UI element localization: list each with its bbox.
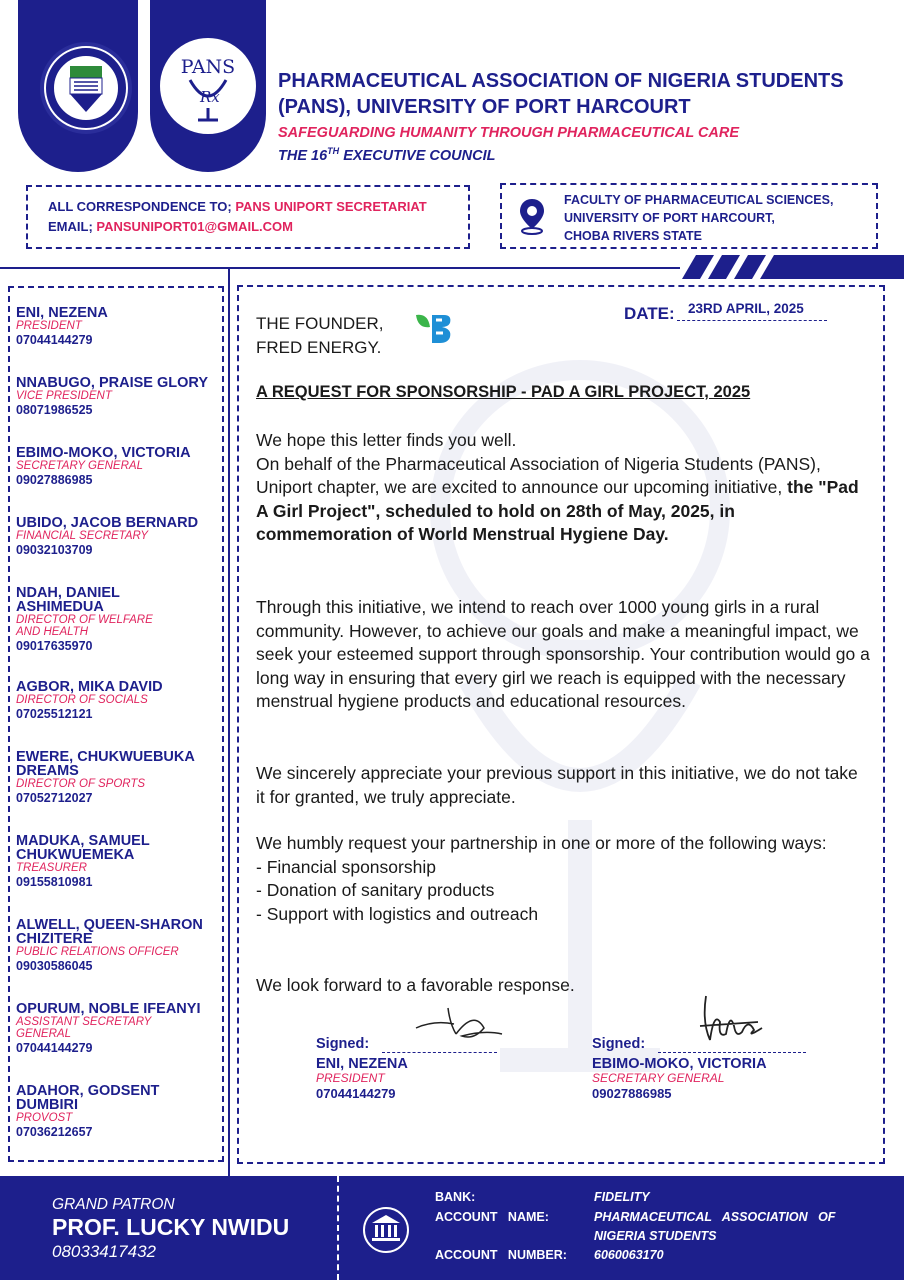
list-item: - Financial sponsorship	[256, 856, 436, 877]
grand-patron-label: GRAND PATRON	[52, 1196, 175, 1213]
executive-role: TREASURER	[16, 862, 87, 874]
addressee-line1: THE FOUNDER,	[256, 314, 384, 333]
executive-name: EWERE, CHUKWUEBUKA DREAMS	[16, 749, 195, 779]
executive-role: VICE PRESIDENT	[16, 390, 112, 402]
closing-line: We look forward to a favorable response.	[256, 975, 575, 995]
executive-entry	[16, 1084, 176, 1140]
date-underline	[677, 320, 827, 321]
executive-name: ENI, NEZENA	[16, 305, 108, 321]
grand-patron-phone: 08033417432	[52, 1242, 157, 1261]
org-title-line2: (PANS), UNIVERSITY OF PORT HARCOURT	[278, 96, 691, 118]
paragraph-intro	[256, 429, 871, 547]
rx-text: Rx	[200, 88, 220, 106]
signatory-phone: 07044144279	[316, 1086, 396, 1101]
executive-phone: 09155810981	[16, 875, 93, 889]
account-name-line2: NIGERIA STUDENTS	[594, 1229, 717, 1243]
date-label: DATE:	[624, 304, 675, 323]
signatory-role: SECRETARY GENERAL	[592, 1071, 725, 1085]
announcement-text	[256, 453, 871, 547]
correspondence-box	[26, 185, 470, 249]
executive-phone: 07052712027	[16, 791, 93, 805]
executive-name: NDAH, DANIEL ASHIMEDUA	[16, 585, 120, 615]
executive-entry	[16, 834, 186, 890]
announcement-bold: the "Pad A Girl Project", scheduled to hold on 28th of May, 2025, in commemoration of World Menstrual Hygiene Day.	[256, 477, 859, 544]
signed-label: Signed:	[316, 1036, 370, 1052]
signature-mark-secretary	[696, 992, 766, 1052]
signed-label: Signed:	[592, 1036, 646, 1052]
footer-bar	[0, 1176, 904, 1280]
executive-phone: 07036212657	[16, 1125, 93, 1139]
executive-entry	[16, 750, 216, 806]
executive-phone: 09017635970	[16, 639, 93, 653]
executive-role: ASSISTANT SECRETARY GENERAL	[16, 1016, 152, 1040]
executive-entry	[16, 376, 221, 418]
account-number-label: ACCOUNT NUMBER:	[435, 1248, 567, 1262]
pans-logo	[160, 38, 256, 134]
council-sup: TH	[327, 146, 340, 156]
greeting-line: We hope this letter finds you well.	[256, 430, 517, 450]
sidebar-divider	[228, 268, 230, 1176]
address-line3: CHOBA RIVERS STATE	[564, 229, 702, 243]
executive-phone: 09027886985	[16, 473, 93, 487]
bank-icon	[362, 1206, 410, 1254]
executive-name: OPURUM, NOBLE IFEANYI	[16, 1001, 201, 1017]
executive-phone: 07044144279	[16, 333, 93, 347]
executive-entry	[16, 446, 221, 488]
address-box	[500, 183, 878, 249]
correspondence-label: ALL CORRESPONDENCE TO;	[48, 199, 236, 214]
executive-entry	[16, 586, 176, 654]
pans-logo-text: PANS	[180, 56, 236, 78]
pans-logo-banner	[150, 0, 266, 172]
announcement-plain: On behalf of the Pharmaceutical Association of Nigeria Students (PANS), Uniport chapter, we are excited to announce our upcoming initiative,	[256, 453, 821, 497]
executive-name: ALWELL, QUEEN-SHARON CHIZITERE	[16, 917, 203, 947]
executive-phone: 08071986525	[16, 403, 93, 417]
email-address[interactable]: PANSUNIPORT01@GMAIL.COM	[96, 219, 294, 234]
council-post: EXECUTIVE COUNCIL	[339, 147, 496, 164]
rx-mortar-icon	[188, 74, 228, 126]
fred-energy-logo-icon	[414, 311, 454, 345]
paragraph-initiative: Through this initiative, we intend to reach over 1000 young girls in a rural community. However, to achieve our goals and make a meaningful impact, we seek your esteemed support through sponsorship. Your contribution would go a long way in ensuring that every girl we reach is equipped with the necessary menstrual hygiene products and educational resources.	[256, 597, 870, 711]
executive-name: UBIDO, JACOB BERNARD	[16, 515, 199, 531]
executive-name: EBIMO-MOKO, VICTORIA	[16, 445, 191, 461]
executive-role: PRESIDENT	[16, 320, 82, 332]
executive-name: ADAHOR, GODSENT DUMBIRI	[16, 1083, 160, 1113]
executive-entry	[16, 680, 221, 722]
executive-entry	[16, 1002, 221, 1056]
addressee-line2: FRED ENERGY.	[256, 338, 382, 357]
signatory-name: EBIMO-MOKO, VICTORIA	[592, 1056, 767, 1072]
council-pre: THE 16	[278, 147, 328, 164]
executive-role: DIRECTOR OF SPORTS	[16, 778, 146, 790]
paragraph-appreciation: We sincerely appreciate your previous support in this initiative, we do not take it for granted, we truly appreciate.	[256, 763, 858, 807]
tagline: SAFEGUARDING HUMANITY THROUGH PHARMACEUTICAL CARE	[278, 125, 740, 141]
list-item: - Donation of sanitary products	[256, 880, 495, 900]
list-item: - Support with logistics and outreach	[256, 903, 539, 924]
org-title-line1: PHARMACEUTICAL ASSOCIATION OF NIGERIA STUDENTS	[278, 70, 844, 92]
letter-subject: A REQUEST FOR SPONSORSHIP - PAD A GIRL PROJECT, 2025	[256, 383, 751, 401]
university-crest-banner	[18, 0, 138, 172]
executive-name: AGBOR, MIKA DAVID	[16, 679, 163, 695]
signature-block-secretary	[592, 1036, 767, 1103]
decorative-stripes	[682, 255, 904, 279]
executive-entry	[16, 918, 221, 974]
grand-patron-name: PROF. LUCKY NWIDU	[52, 1214, 290, 1240]
executive-role: DIRECTOR OF SOCIALS	[16, 694, 148, 706]
account-number-value: 6060063170	[594, 1248, 664, 1262]
signature-line	[658, 1052, 806, 1053]
executive-phone: 07025512121	[16, 707, 93, 721]
executive-entry	[16, 306, 221, 348]
signature-line	[382, 1052, 497, 1053]
executive-role: PROVOST	[16, 1112, 73, 1124]
organization-title	[278, 68, 844, 120]
account-name-line1: PHARMACEUTICAL ASSOCIATION OF	[594, 1210, 836, 1224]
executive-name: NNABUGO, PRAISE GLORY	[16, 375, 209, 391]
signatory-name: ENI, NEZENA	[316, 1056, 408, 1072]
executive-phone: 09032103709	[16, 543, 93, 557]
university-crest-icon	[40, 42, 132, 134]
signatory-phone: 09027886985	[592, 1086, 672, 1101]
paragraph-request	[256, 832, 871, 926]
executive-role: SECRETARY GENERAL	[16, 460, 143, 472]
executive-phone: 09030586045	[16, 959, 93, 973]
council-label	[278, 146, 495, 164]
executive-role: FINANCIAL SECRETARY	[16, 530, 149, 542]
bank-label: BANK:	[435, 1190, 476, 1204]
footer-divider	[337, 1176, 339, 1280]
executive-name: MADUKA, SAMUEL CHUKWUEMEKA	[16, 833, 150, 863]
signature-block-president	[316, 1036, 408, 1103]
signatory-role: PRESIDENT	[316, 1071, 385, 1085]
executive-role: DIRECTOR OF WELFARE AND HEALTH	[16, 614, 153, 638]
address-line2: UNIVERSITY OF PORT HARCOURT,	[564, 211, 775, 225]
correspondence-to: PANS UNIPORT SECRETARIAT	[235, 199, 427, 214]
executive-role: PUBLIC RELATIONS OFFICER	[16, 946, 179, 958]
address-line1: FACULTY OF PHARMACEUTICAL SCIENCES,	[564, 193, 834, 207]
header-divider	[0, 267, 680, 269]
location-pin-icon	[518, 197, 546, 235]
bank-value: FIDELITY	[594, 1190, 650, 1204]
request-intro: We humbly request your partnership in one or more of the following ways:	[256, 833, 827, 853]
addressee	[256, 312, 384, 360]
letter-date: 23RD APRIL, 2025	[688, 301, 804, 316]
account-name-label: ACCOUNT NAME:	[435, 1210, 549, 1224]
executive-phone: 07044144279	[16, 1041, 93, 1055]
email-label: EMAIL;	[48, 219, 97, 234]
executive-entry	[16, 516, 221, 558]
signature-mark-president	[414, 1000, 504, 1050]
